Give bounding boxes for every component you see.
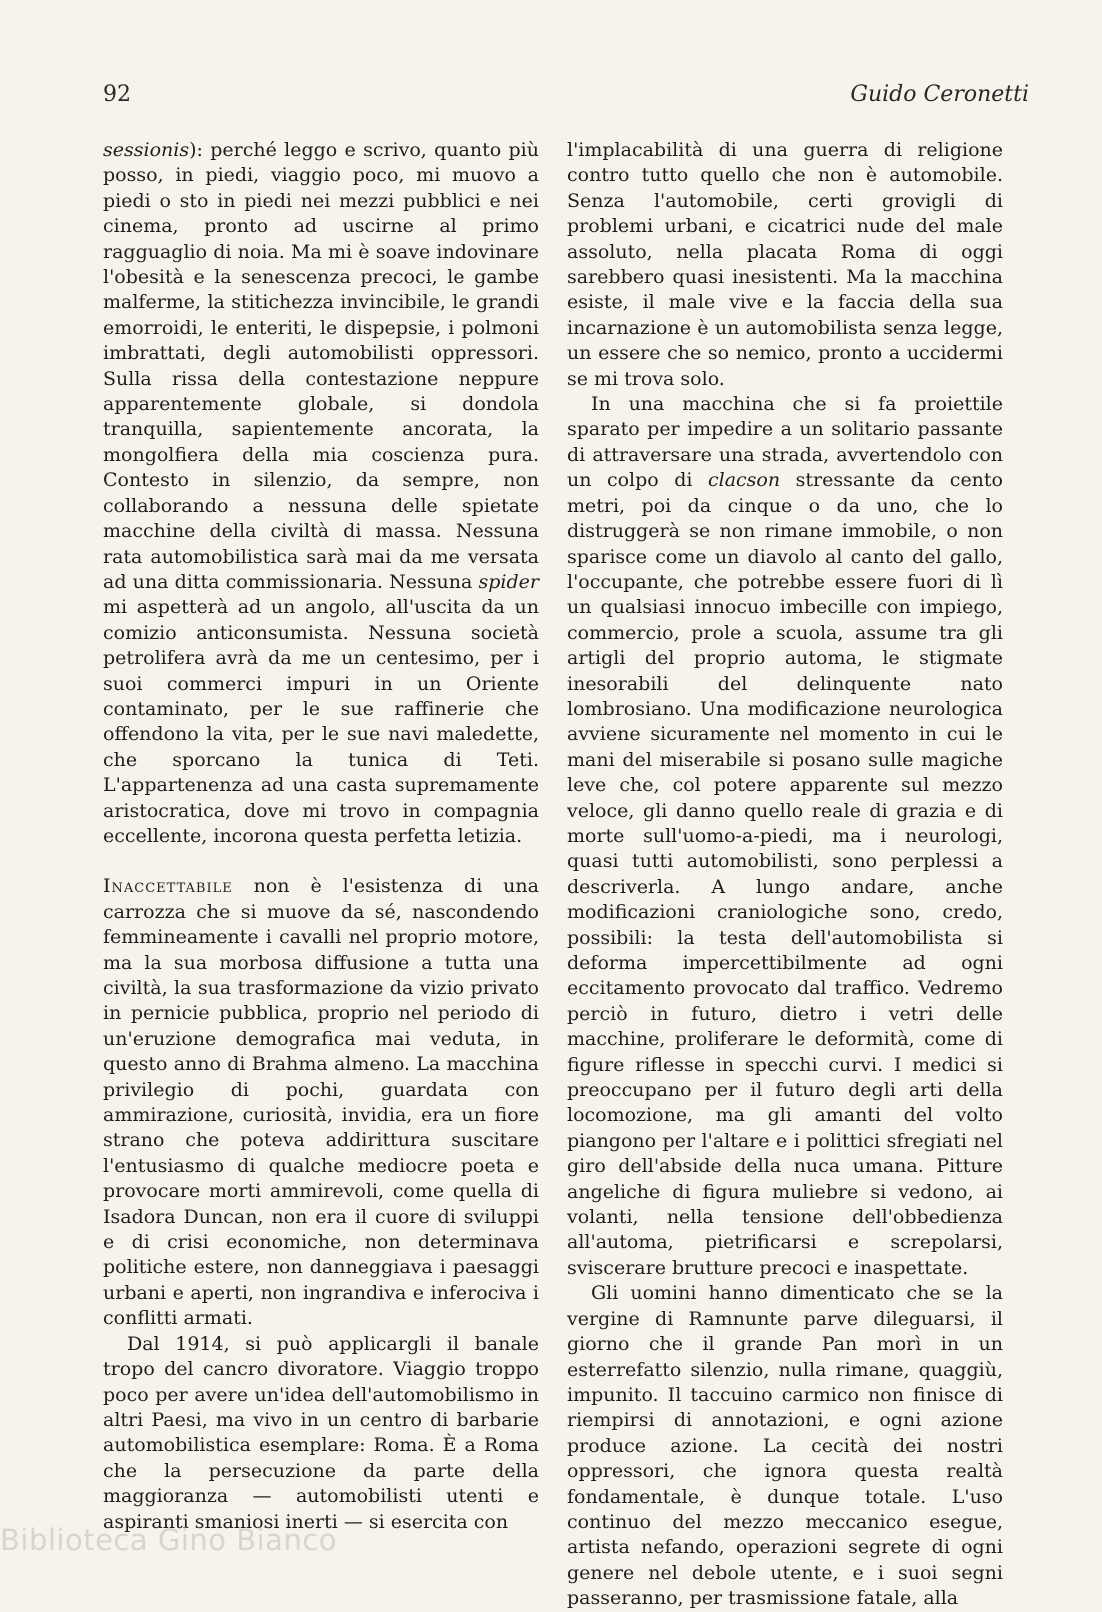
right-column <box>567 138 1003 1610</box>
paragraph <box>567 392 1003 1281</box>
paragraph: Dal 1914, si può applicargli il banale tropo del cancro divoratore. Viaggio troppo poco per avere un'idea dell'automobilismo in altri Paesi, ma vivo in un centro di barbarie automobilistica esemplare: Roma. È a Roma che la persecuzione da parte della maggioranza — automobilisti utenti e aspiranti smaniosi inerti — si esercita con <box>103 1332 539 1533</box>
paragraph: Gli uomini hanno dimenticato che se la vergine di Ramnunte parve dileguarsi, il giorno che il grande Pan morì in un esterrefatto silenzio, nulla rimane, quaggiù, impunito. Il taccuino carmico non finisce di riempirsi di annotazioni, e ogni azione produce azione. La cecità dei nostri oppressori, che ignora questa realtà fondamentale, è dunque totale. L'uso continuo del mezzo meccanico esegue, artista nefando, operazioni segrete di ogni genere nel debole utente, e i suoi segni passeranno, per trasmissione fatale, alla <box>567 1282 1003 1610</box>
italic-text: sessionis <box>103 139 190 161</box>
page-number: 92 <box>103 82 131 107</box>
running-head-author: Guido Ceronetti <box>850 82 1029 107</box>
paragraph-text: non è l'esistenza di una carrozza che si muove da sé, nascondendo femmineamente i cavalli nel proprio motore, ma la sua morbosa diffusione a tutta una civiltà, la sua trasformazione da vizio privato in pernicie pubblica, proprio nel periodo di un'eruzione demografica mai veduta, in questo anno di Brahma almeno. La macchina privilegio di pochi, guardata con ammirazione, curiosità, invidia, era un fiore strano che poteva addirittura suscitare l'entusiasmo di qualche mediocre poeta e provocare morti ammirevoli, come quella di Isadora Duncan, non era il cuore di sviluppi e di crisi economiche, non determinava politiche estere, non danneggiava i paesaggi urbani e aperti, non ingrandiva e inferociva i conflitti armati. <box>103 875 539 1330</box>
paragraph: l'implacabilità di una guerra di religione contro tutto quello che non è automobile. Senza l'automobile, certi grovigli di problemi urbani, e cicatrici nude del male assoluto, nella placata Roma di oggi sarebbero quasi inesistenti. Ma la macchina esiste, il male vive e la faccia della sua incarnazione è un automobilista senza legge, un essere che so nemico, pronto a uccidermi se mi trova solo. <box>567 139 1003 390</box>
library-watermark: Biblioteca Gino Bianco <box>0 1523 338 1557</box>
paragraph-text: ): perché leggo e scrivo, quanto più posso, in piedi, viaggio poco, mi muovo a piedi o sto in piedi nei mezzi pubblici e nei cinema, pronto ad uscirne al primo ragguaglio di noia. Ma mi è soave indovinare l'obesità e la senescenza precoci, le gambe malferme, la stitichezza invincibile, le grandi emorroidi, le enteriti, le dispepsie, i polmoni imbrattati, degli automobilisti oppressori. Sulla rissa della contestazione neppure apparentemente globale, si dondola tranquilla, sapientemente ancorata, la mongolfiera della mia coscienza pura. Contesto in silenzio, da sempre, non collaborando a nessuna delle spietate macchine della civiltà di massa. Nessuna rata automobilistica sarà mai da me versata ad una ditta commissionaria. Nessuna <box>103 139 539 593</box>
paragraph-text: In una macchina che si fa proiettile sparato per impedire a un solitario passante di attraversare una strada, avvertendolo con un colpo di <box>567 393 1003 492</box>
italic-text: clacson <box>708 469 781 492</box>
paragraph-text: mi aspetterà ad un angolo, all'uscita da un comizio anticonsumista. Nessuna società petrolifera avrà da me un centesimo, per i suoi commerci impuri in un Oriente contaminato, per le sue raffinerie che offendono la vita, per le sue navi maledette, che sporcano la tunica di Teti. L'appartenenza ad una casta supremamente aristocratica, dove mi trovo in compagnia eccellente, incorona questa perfetta letizia. <box>103 596 539 847</box>
page-header <box>103 80 1029 114</box>
paragraph <box>103 138 539 849</box>
section-lead-word: Inaccettabile <box>103 875 233 898</box>
left-column <box>103 138 539 1533</box>
section-paragraph <box>103 874 539 1331</box>
paragraph-text: stressante da cento metri, poi da cinque o da uno, che lo distruggerà se non rimane immobile, o non sparisce come un diavolo al canto del gallo, l'occupante, che potrebbe essere fuori di lì un qualsiasi innocuo imbecille con impiego, commercio, prole a scuola, assume tra gli artigli del proprio automa, le stigmate inesorabili del delinquente nato lombrosiano. Una modificazione neurologica avviene sicuramente nel momento in cui le mani del miserabile si posano sulle magiche leve che, col potere apparente sul mezzo veloce, gli danno quello reale di grazia e di morte sull'uomo-a-piedi, ma i neurologi, quasi tutti automobilisti, sono perplessi a descriverla. A lungo andare, anche modificazioni craniologiche sono, credo, possibili: la testa dell'automobilista si deforma impercettibilmente ad ogni eccitamento provocato dal traffico. Vedremo perciò in futuro, dietro i vetri delle macchine, proliferare le deformità, come di figure riflesse in specchi curvi. I medici si preoccupano per il futuro degli arti della locomozione, ma gli amanti del volto piangono per l'altare e i polittici sfregiati nel giro dell'abside della nuca umana. Pitture angeliche di figura muliebre si vedono, ai volanti, nella tensione dell'obbedienza all'automa, pietrificarsi e screpolarsi, sviscerare brutture precoci e inaspettate. <box>567 469 1003 1279</box>
italic-text: spider <box>478 570 539 593</box>
